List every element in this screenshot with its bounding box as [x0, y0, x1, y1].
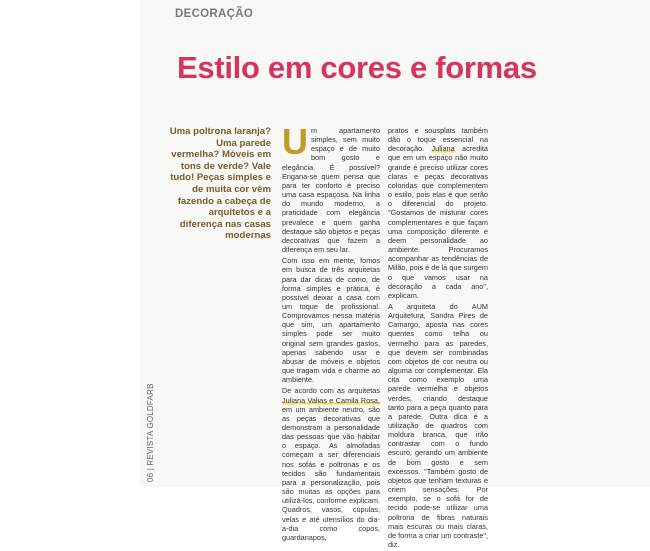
paragraph-text: em um ambiente neutro, são as peças decorativas que demonstram a personalidade das pessoas que vão habitar o espaço. As almofadas começam a ser diferenciais nos sofás e poltronas e os tecidos são fundamentais para a personalização, pois são muitas as opções para utilizá-los, conforme explicam. Quadros, vasos, cúpulas, velas e até utensílios do dia-a-dia como copos, guardanapos, [282, 404, 380, 542]
section-label: DECORAÇÃO [175, 8, 254, 20]
paragraph [388, 126, 488, 300]
article-title: Estilo em cores e formas [177, 50, 537, 85]
paragraph-text: acredita que em um espaço não muito grande é preciso utilizar cores claras e peças decorativas coloridas que complementem o estilo, pois elas é que serão o diferencial do projeto. "Gostamos de misturar cores complementares e que façam uma composição diferente e deem personalidade ao ambiente. Procuramos acompanhar as tendências de Milão, pois é de lá que surgem o que vamos usar na decoração a cada ano", explicam. [388, 144, 488, 300]
highlighted-text: Juliana [431, 144, 455, 154]
paragraph [282, 386, 380, 542]
paragraph-text: Com isso em mente, fomos em busca de três arquitetas para dar dicas de como, de forma simples e prática, é possível deixar a casa com um toque de profissional. Comprovamos nessa matéria que sim, um apartamento simples pode ser muito original sem grandes gastos, apenas sabendo usar e abusar de móveis e objetos que tragam vida e charme ao ambiente. [282, 256, 380, 385]
body-column-2 [388, 126, 488, 551]
paragraph-text: De acordo com as arquitetas [282, 386, 380, 396]
page-margin [0, 0, 140, 487]
paragraph-text: m apartamento simples, sem muito espaço e de muito bom gosto e elegância. É possível? Engana-se quem pensa que para ter conforto é preciso uma casa espaçosa. Na linha do mundo moderno, a praticidade com elegância prevalece e quem ganha destaque são objetos e peças decorativas que fazem a diferença em seu lar. [282, 126, 380, 255]
body-column-1 [282, 121, 380, 544]
paragraph [282, 256, 380, 384]
highlighted-text: Juliana Valias e Camila Rosa, [282, 395, 380, 405]
paragraph [388, 302, 488, 549]
lead-paragraph: Uma poltrona laranja? Uma parede vermelha? Móveis em tons de verde? Vale tudo! Peças simples e de muita cor vêm fazendo a cabeça de arquitetos e a diferença nas casas modernas [169, 126, 271, 242]
paragraph-text: A arquiteta do AUM Arquitetura, Sandra Pires de Camargo, aposta nas cores quentes como telha ou vermelho para as paredes, que devem ser combinadas com objetos de cor neutra ou alguma cor complementar. Ela cita como exemplo uma parede vermelha e objetos verdes, criando destaque tanto para a peça quanto para a parede. Outra dica é a utilização de quadros com moldura branca, que irão contrastar com o fundo escuro, gerando um ambiente de bom gosto e sem excessos. "Também gosto de objetos que tenham texturas e criem sensações. Por exemplo, se o sofá for de tecido pode-se utilizar uma poltrona de fibras naturais mais escuras ou mais claras, de forma a criar um contraste", diz. [388, 301, 488, 550]
page-number-label: 06 | REVISTA GOLDFARB [146, 383, 155, 482]
paragraph-text: pratos e sousplats também dão o toque essencial na decoração. [388, 126, 488, 154]
drop-cap: U [282, 121, 308, 162]
